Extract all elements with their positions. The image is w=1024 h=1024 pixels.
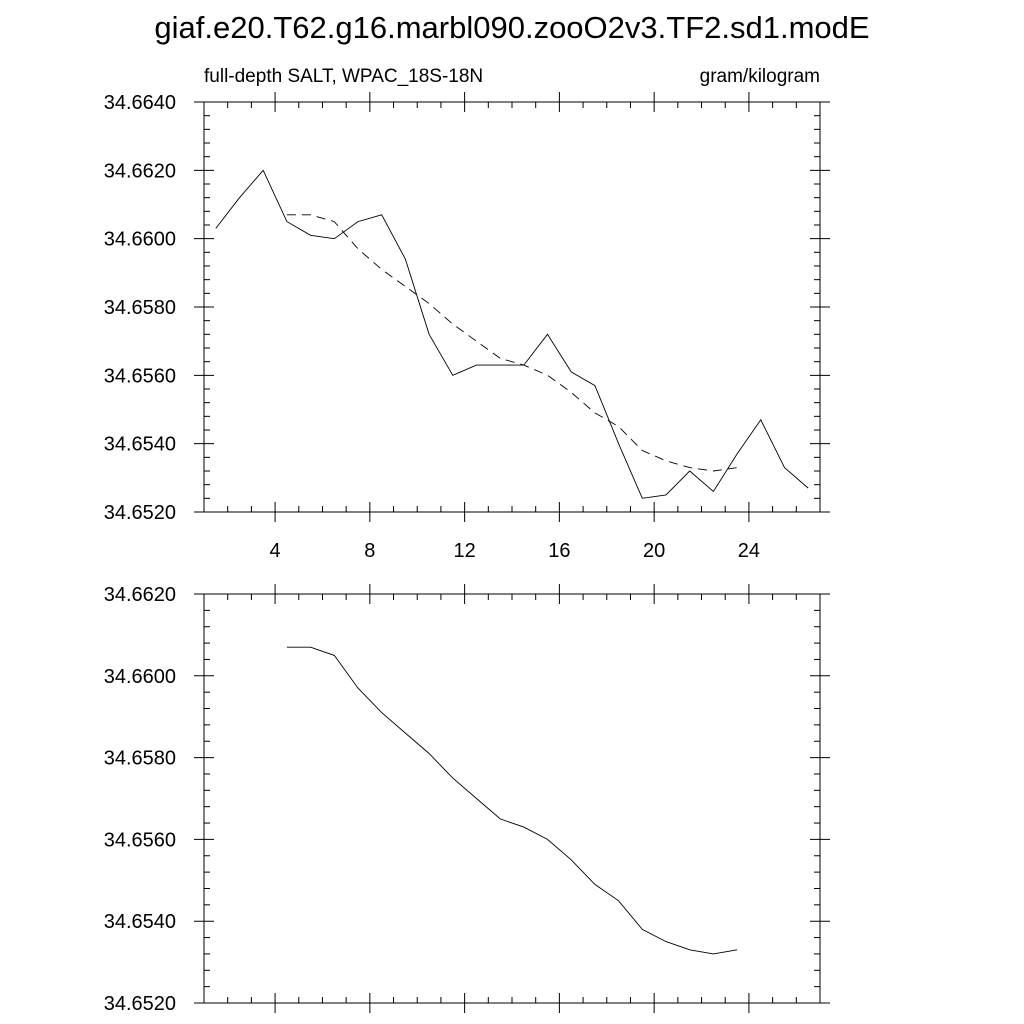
bottom-y-tick-label: 34.6600	[103, 665, 176, 688]
top-x-tick-label: 20	[643, 540, 666, 562]
top-series-dashed-line	[287, 215, 737, 471]
top-panel	[104, 92, 830, 562]
top-y-tick-label: 34.6620	[103, 160, 176, 183]
top-y-tick-label: 34.6540	[103, 433, 176, 456]
top-series-solid-line	[216, 170, 808, 498]
bottom-plot-frame	[204, 594, 820, 1003]
top-x-tick-label: 16	[548, 540, 571, 562]
top-x-tick-label: 12	[453, 540, 476, 562]
figure-title: giaf.e20.T62.g16.marbl090.zooO2v3.TF2.sd1.modE	[154, 10, 870, 45]
top-y-tick-label: 34.6560	[103, 365, 176, 388]
bottom-y-tick-label: 34.6580	[103, 747, 176, 770]
top-y-tick-label: 34.6600	[103, 228, 176, 251]
top-y-tick-label: 34.6520	[103, 502, 176, 524]
left-subtitle: full-depth SALT, WPAC_18S-18N	[204, 66, 484, 87]
bottom-y-tick-label: 34.6560	[103, 829, 176, 852]
top-x-tick-label: 4	[269, 540, 281, 562]
right-subtitle: gram/kilogram	[699, 66, 820, 87]
bottom-panel	[104, 584, 830, 1015]
bottom-y-tick-label: 34.6520	[103, 993, 176, 1015]
top-plot-frame	[204, 102, 820, 512]
bottom-y-tick-label: 34.6620	[103, 584, 176, 606]
bottom-series-solid-line	[287, 647, 737, 954]
top-y-tick-label: 34.6580	[103, 297, 176, 319]
bottom-y-tick-label: 34.6540	[103, 911, 176, 934]
top-x-tick-label: 8	[364, 540, 376, 562]
top-y-tick-label: 34.6640	[103, 92, 176, 114]
top-x-tick-label: 24	[737, 540, 761, 562]
